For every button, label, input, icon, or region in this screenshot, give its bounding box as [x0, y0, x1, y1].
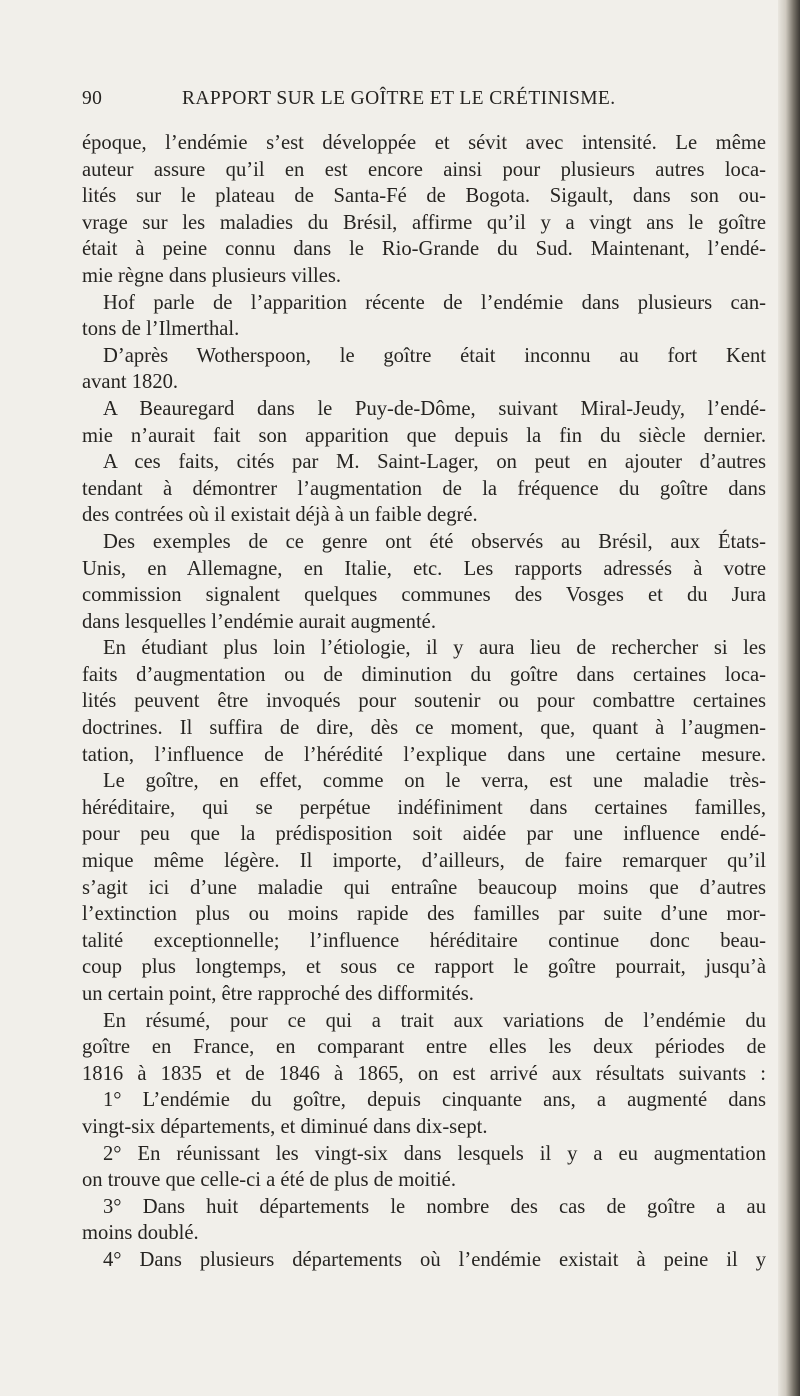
- text-line: avant 1820.: [82, 371, 179, 394]
- text-line: mie règne dans plusieurs villes.: [82, 264, 342, 287]
- body-text: [82, 130, 766, 1274]
- text-line: 1° L’endémie du goître, depuis cinquante ans, a augmenté dans: [103, 1089, 766, 1112]
- text-line: goître en France, en comparant entre elles les deux périodes de: [82, 1036, 766, 1059]
- text-line: mique même légère. Il importe, d’ailleurs, de faire remarquer qu’il: [82, 850, 766, 873]
- text-line: tons de l’Ilmerthal.: [82, 318, 240, 341]
- page-number: 90: [82, 88, 103, 109]
- text-line: Le goître, en effet, comme on le verra, est une maladie très-: [103, 770, 766, 793]
- text-line: l’extinction plus ou moins rapide des familles par suite d’une mor-: [82, 903, 766, 926]
- text-line: 4° Dans plusieurs départements où l’endémie existait à peine il y: [103, 1248, 766, 1271]
- text-line: A Beauregard dans le Puy-de-Dôme, suivant Miral-Jeudy, l’endé-: [103, 397, 766, 420]
- text-line: doctrines. Il suffira de dire, dès ce moment, que, quant à l’augmen-: [82, 717, 766, 740]
- text-line: En étudiant plus loin l’étiologie, il y aura lieu de rechercher si les: [103, 637, 766, 660]
- text-line: était à peine connu dans le Rio-Grande du Sud. Maintenant, l’endé-: [82, 238, 766, 261]
- page-header: [82, 88, 722, 114]
- text-line: des contrées où il existait déjà à un faible degré.: [82, 504, 478, 527]
- text-line: A ces faits, cités par M. Saint-Lager, on peut en ajouter d’autres: [103, 451, 766, 474]
- text-line: Hof parle de l’apparition récente de l’endémie dans plusieurs can-: [103, 291, 766, 314]
- text-line: Unis, en Allemagne, en Italie, etc. Les rapports adressés à votre: [82, 557, 766, 580]
- running-title: RAPPORT SUR LE GOÎTRE ET LE CRÉTINISME.: [182, 88, 616, 109]
- text-line: D’après Wotherspoon, le goître était inconnu au fort Kent: [103, 344, 766, 367]
- text-line: héréditaire, qui se perpétue indéfiniment dans certaines familles,: [82, 796, 766, 819]
- text-line: lités sur le plateau de Santa-Fé de Bogota. Sigault, dans son ou-: [82, 185, 766, 208]
- text-line: dans lesquelles l’endémie aurait augmenté.: [82, 610, 436, 633]
- text-line: 3° Dans huit départements le nombre des cas de goître a au: [103, 1195, 766, 1218]
- text-line: tation, l’influence de l’hérédité l’explique dans une certaine mesure.: [82, 743, 766, 766]
- text-line: coup plus longtemps, et sous ce rapport le goître pourrait, jusqu’à: [82, 956, 766, 979]
- text-line: pour peu que la prédisposition soit aidée par une influence endé-: [82, 823, 766, 846]
- text-line: moins doublé.: [82, 1222, 199, 1245]
- text-line: commission signalent quelques communes des Vosges et du Jura: [82, 584, 766, 607]
- text-line: talité exceptionnelle; l’influence héréditaire continue donc beau-: [82, 929, 766, 952]
- text-line: auteur assure qu’il en est encore ainsi pour plusieurs autres loca-: [82, 158, 766, 181]
- text-line: on trouve que celle-ci a été de plus de moitié.: [82, 1169, 456, 1192]
- text-line: 1816 à 1835 et de 1846 à 1865, on est arrivé aux résultats suivants :: [82, 1062, 766, 1085]
- text-line: tendant à démontrer l’augmentation de la fréquence du goître dans: [82, 477, 766, 500]
- text-line: vingt-six départements, et diminué dans dix-sept.: [82, 1115, 488, 1138]
- text-line: En résumé, pour ce qui a trait aux variations de l’endémie du: [103, 1009, 766, 1032]
- book-spine-shadow: [778, 0, 800, 1396]
- text-line: lités peuvent être invoqués pour soutenir ou pour combattre certaines: [82, 690, 766, 713]
- text-line: un certain point, être rapproché des difformités.: [82, 983, 474, 1005]
- text-line: faits d’augmentation ou de diminution du goître dans certaines loca-: [82, 663, 766, 686]
- text-line: vrage sur les maladies du Brésil, affirme qu’il y a vingt ans le goître: [82, 211, 766, 234]
- text-line: époque, l’endémie s’est développée et sévit avec intensité. Le même: [82, 132, 766, 154]
- text-line: mie n’aurait fait son apparition que depuis la fin du siècle dernier.: [82, 424, 766, 447]
- text-line: 2° En réunissant les vingt-six dans lesquels il y a eu augmentation: [103, 1142, 766, 1165]
- text-line: s’agit ici d’une maladie qui entraîne beaucoup moins que d’autres: [82, 876, 766, 899]
- text-line: Des exemples de ce genre ont été observés au Brésil, aux États-: [103, 530, 766, 553]
